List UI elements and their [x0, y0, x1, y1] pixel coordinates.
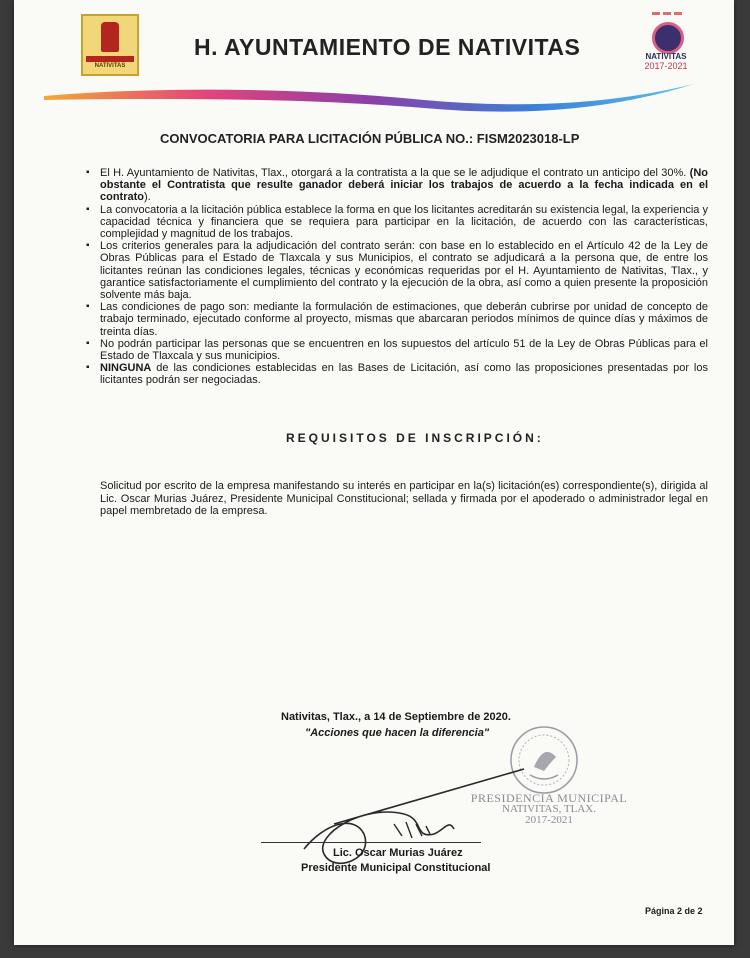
list-item: ▪ No podrán participar las personas que se encuentren en los supuestos del artículo 51 de la Ley de Obras Públicas para el Estado de Tlaxcala y sus municipios. — [100, 338, 708, 362]
requisitos-heading: REQUISITOS DE INSCRIPCIÓN: — [286, 431, 544, 445]
logo-figure — [101, 22, 119, 52]
signer-title: Presidente Municipal Constitucional — [301, 862, 491, 874]
conditions-list — [100, 167, 708, 387]
header-swoosh-decoration — [44, 78, 694, 114]
requisitos-body: Solicitud por escrito de la empresa manifestando su interés en participar en la(s) licitación(es) correspondiente(s), dirigida al Lic. Oscar Murias Juárez, Presidente Municipal Constitucional; sellada y firmada por el apoderado o administrador legal en papel membretado de la empresa. — [100, 480, 708, 518]
logo-mark-icon — [652, 22, 684, 54]
administration-logo-right — [632, 12, 700, 70]
document-page — [14, 0, 734, 945]
logo-right-name: NATIVITAS — [645, 52, 687, 61]
place-date: Nativitas, Tlax., a 14 de Septiembre de 2020. — [281, 711, 511, 723]
signer-name: Lic. Oscar Murias Juárez — [333, 847, 463, 859]
list-item: ▪ NINGUNA de las condiciones establecidas en las Bases de Licitación, así como las proposiciones presentadas por los licitantes podrán ser negociadas. — [100, 362, 708, 386]
motto: "Acciones que hacen la diferencia" — [305, 727, 490, 739]
page-title: H. AYUNTAMIENTO DE NATIVITAS — [194, 34, 581, 60]
municipal-logo-left — [81, 14, 139, 76]
logo-band — [86, 56, 134, 62]
list-item: ▪ Los criterios generales para la adjudicación del contrato serán: con base en lo establecido en el Artículo 42 de la Ley de Obras Públicas para el Estado de Tlaxcala y sus Municipios, el contrato se adjudicará a la persona que, de entre los licitantes reúnan las condiciones legales, técnicas y económicas requeridas por el H. Ayuntamiento de Nativitas, Tlax., y garantice satisfactoriamente el cumplimiento del contrato y la ejecución de la obra, así como a quien presente la proposición solvente más baja. — [100, 240, 708, 301]
logo-left-text: NATIVITAS — [94, 63, 126, 69]
list-item: ▪ Las condiciones de pago son: mediante la formulación de estimaciones, que deberán cubrirse por unidad de concepto de trabajo terminado, ejecutado conforme al proyecto, mismas que abarcaran periodos mínimos de quince días y máximos de treinta días. — [100, 301, 708, 338]
page-number: Página 2 de 2 — [645, 906, 703, 916]
logo-right-years: 2017-2021 — [644, 61, 688, 71]
signature-line — [261, 842, 481, 843]
convocatoria-title: CONVOCATORIA PARA LICITACIÓN PÚBLICA NO.: FISM2023018-LP — [160, 131, 580, 146]
list-item: ▪ La convocatoria a la licitación pública establece la forma en que los licitantes acreditarán su existencia legal, la experiencia y capacidad técnica y financiera que se requiera para participar en la licitación, de acuerdo con las características, complejidad y magnitud de los trabajos. — [100, 204, 708, 241]
list-item: ▪ El H. Ayuntamiento de Nativitas, Tlax., otorgará a la contratista a la que se le adjudique el contrato un anticipo del 30%. (No obstante el Contratista que resulte ganador deberá iniciar los trabajos de acuerdo a la fecha indicada en el contrato). — [100, 167, 708, 204]
presidency-stamp: PRESIDENCIA MUNICIPAL NATIVITAS, TLAX. 2017-2021 — [470, 791, 628, 826]
